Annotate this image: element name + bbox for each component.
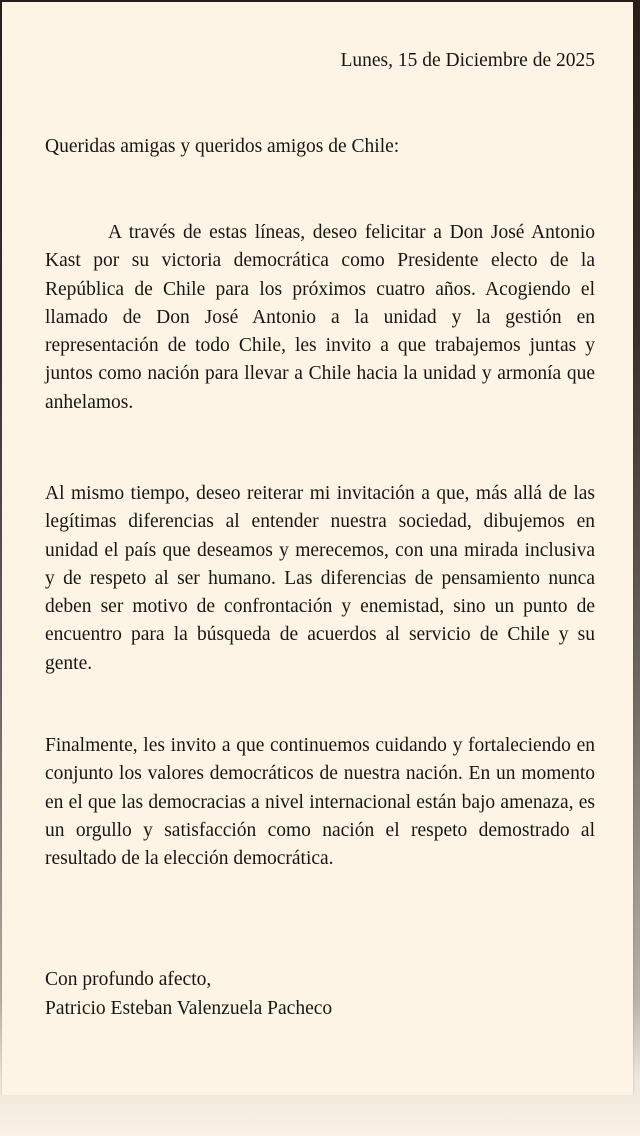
letter-signature: Patricio Esteban Valenzuela Pacheco — [45, 998, 333, 1019]
paragraph-democratic-values: Finalmente, les invito a que continuemos cuidando y fortaleciendo en conjunto los valores democráticos de nuestra nación. En un momento en el que las democracias a nivel internacional están bajo amenaza, es un orgullo y satisfacción como nación el respeto demostrado al resultado de la elección democrática. — [45, 735, 595, 870]
page-bottom-shadow — [0, 1095, 640, 1136]
paragraph-unity-invitation: Al mismo tiempo, deseo reiterar mi invitación a que, más allá de las legítimas diferencias al entender nuestra sociedad, dibujemos en unidad el país que deseamos y merecemos, con una mirada inclusiva y de respeto al ser humano. Las diferencias de pensamiento nunca deben ser motivo de confrontación y enemistad, sino un punto de encuentro para la búsqueda de acuerdos al servicio de Chile y su gente. — [45, 483, 595, 674]
letter-page — [2, 2, 633, 1095]
letter-greeting: Queridas amigas y queridos amigos de Chile: — [45, 136, 400, 157]
paragraph-congratulations: A través de estas líneas, deseo felicitar a Don José Antonio Kast por su victoria democrática como Presidente electo de la República de Chile para los próximos cuatro años. Acogiendo el llamado de Don José Antonio a la unidad y la gestión en representación de todo Chile, les invito a que trabajemos juntas y juntos como nación para llevar a Chile hacia la unidad y armonía que anhelamos. — [45, 222, 595, 413]
letter-closing: Con profundo afecto, — [45, 969, 212, 990]
letter-date: Lunes, 15 de Diciembre de 2025 — [340, 50, 595, 71]
